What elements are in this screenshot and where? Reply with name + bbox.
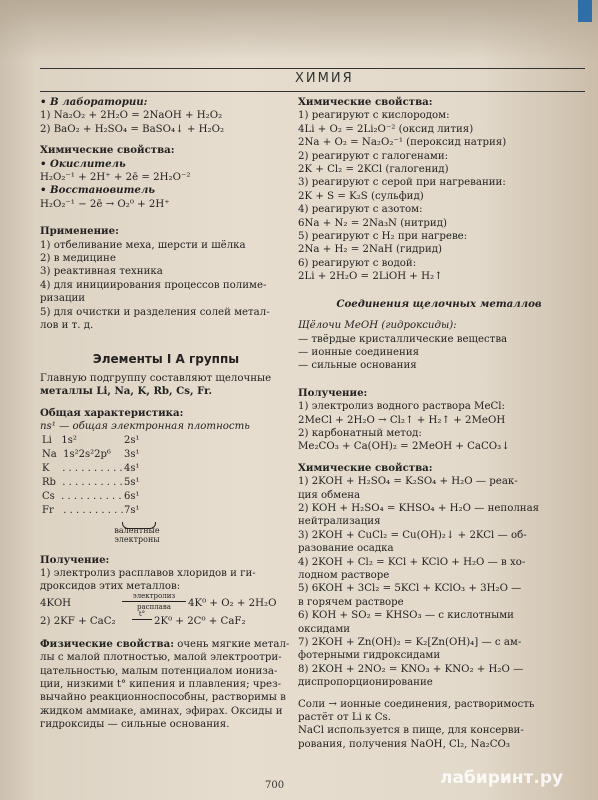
chem2-line: 2) KOH + H₂SO₄ = KHSO₄ + H₂O — неполная xyxy=(298,502,540,514)
oxidizer-equation: H₂O₂⁻¹ + 2H⁺ + 2ē = 2H₂O⁻² xyxy=(40,172,191,184)
chem-line: 2K + Cl₂ = 2KCl (галогенид) xyxy=(298,164,449,176)
use-line: 4) для инициирования процессов полиме- xyxy=(40,279,267,291)
config-element: Na xyxy=(42,448,57,460)
config-element: Fr xyxy=(42,504,54,516)
prep-line: 1) электролиз водного раствора MeCl: xyxy=(298,401,505,413)
intro-line: Главную подгруппу составляют щелочные xyxy=(40,372,272,384)
chem-line: 2Na + O₂ = Na₂O₂⁻¹ (пероксид натрия) xyxy=(298,137,507,149)
chem-line: 2Li + 2H₂O = 2LiOH + H₂↑ xyxy=(298,271,443,283)
use-line: лов и т. д. xyxy=(40,320,94,332)
config-valence: 2s¹ xyxy=(124,434,140,446)
config-element: Rb xyxy=(42,476,56,488)
prep-heading: Получение: xyxy=(298,386,368,399)
general-heading: Общая характеристика: xyxy=(40,406,184,419)
valence-note: валентные электроны xyxy=(114,525,160,544)
phys-line: гидроксиды — сильные основания. xyxy=(40,719,230,731)
alkali-line: — ионные соединения xyxy=(298,346,420,358)
phys-line: вычайно реакционноспособны, растворимы в xyxy=(40,692,286,704)
salts-line: растёт от Li к Cs. xyxy=(298,712,391,724)
alkali-heading: Щёлочи MeOH (гидроксиды): xyxy=(298,320,457,332)
chem-line: 2Na + H₂ = 2NaH (гидрид) xyxy=(298,244,442,256)
use-line: 5) для очистки и разделения солей метал- xyxy=(40,306,270,318)
config-core: . . . . . . . . . . xyxy=(62,462,123,474)
phys-line: лы с малой плотностью, малой электроотри- xyxy=(40,652,282,664)
chem2-line: диспропорционирование xyxy=(298,677,433,689)
reaction-arrow xyxy=(122,592,186,611)
right-column xyxy=(298,96,580,751)
header-title: ХИМИЯ xyxy=(295,71,354,86)
phys-heading: Физические свойства: xyxy=(40,637,174,650)
intro-line: металлы Li, Na, K, Rb, Cs, Fr. xyxy=(40,385,213,398)
alkali-line: — сильные основания xyxy=(298,360,417,372)
chem-line: 6) реагируют с водой: xyxy=(298,257,417,269)
arrow-label-bottom: расплава xyxy=(137,602,171,611)
chem-props-heading: Химические свойства: xyxy=(298,96,433,108)
arrow-label-top: t° xyxy=(138,609,146,618)
chem-line: 4) реагируют с азотом: xyxy=(298,204,423,216)
page-shadow xyxy=(0,0,598,60)
config-valence: 3s¹ xyxy=(124,448,140,460)
reaction-lhs: 4KOH xyxy=(40,597,72,609)
config-valence: 5s¹ xyxy=(124,476,140,488)
chem2-line: 7) 2KOH + Zn(OH)₂ = K₂[Zn(OH)₄] — с ам- xyxy=(298,637,522,649)
chem2-line: 3) 2KOH + CuCl₂ = Cu(OH)₂↓ + 2KCl — об- xyxy=(298,529,527,541)
reaction-rhs: 2K⁰ + 2C⁰ + CaF₂ xyxy=(154,615,246,627)
chem-line: 2) реагируют с галогенами: xyxy=(298,150,449,162)
prep-line: 2) карбонатный метод: xyxy=(298,427,422,439)
chem2-line: в горячем растворе xyxy=(298,596,404,608)
phys-line xyxy=(40,638,292,651)
electron-config-table xyxy=(42,434,292,530)
chem2-line: 8) 2KOH + 2NO₂ = KNO₃ + KNO₂ + H₂O — xyxy=(298,663,524,675)
use-line: 1) отбеливание меха, шерсти и шёлка xyxy=(40,239,246,251)
reducer-equation: H₂O₂⁻¹ − 2ē → O₂⁰ + 2H⁺ xyxy=(40,198,170,210)
page-number: 700 xyxy=(265,780,285,791)
chem2-line: фотерными гидроксидами xyxy=(298,650,441,662)
phys-line-rest: очень мягкие метал- xyxy=(173,638,290,650)
use-line: 3) реактивная техника xyxy=(40,266,163,278)
reducer-heading: • Восстановитель xyxy=(40,184,156,197)
chem2-line: ция обмена xyxy=(298,489,361,501)
lab-heading: • В лаборатории: xyxy=(40,96,148,108)
lab-line-2: 2) BaO₂ + H₂SO₄ = BaSO₄↓ + H₂O₂ xyxy=(40,123,225,135)
salts-line: рования, получения NaOH, Cl₂, Na₂CO₃ xyxy=(298,738,510,750)
chem2-line: разование осадка xyxy=(298,543,394,555)
salts-line: Соли → ионные соединения, растворимость xyxy=(298,698,535,710)
prep-line: 2MeCl + 2H₂O → Cl₂↑ + H₂↑ + 2MeOH xyxy=(298,414,506,426)
chem-line: 2K + S = K₂S (сульфид) xyxy=(298,190,424,202)
phys-line: ции, низкими t° кипения и плавления; чрез- xyxy=(40,678,282,690)
chem2-line: нейтрализация xyxy=(298,516,381,528)
running-header xyxy=(40,68,585,92)
config-core: 1s²2s²2p⁶ xyxy=(63,448,111,460)
use-line: ризации xyxy=(40,293,86,305)
config-core: . . . . . . . . . . xyxy=(62,476,123,488)
prep-heading: Получение: xyxy=(40,553,110,566)
chem2-line: 6) KOH + SO₂ = KHSO₃ — с кислотными xyxy=(298,610,514,622)
arrow-label-top: электролиз xyxy=(132,591,176,600)
chem2-line: 5) 6KOH + 3Cl₂ = 5KCl + KClO₃ + 3H₂O — xyxy=(298,583,522,595)
config-element: Cs xyxy=(42,490,55,502)
chem2-line: 4) 2KOH + Cl₂ = KCl + KClO + H₂O — в хо- xyxy=(298,556,526,568)
prep-line: 1) электролиз расплавов хлоридов и ги- xyxy=(40,567,256,579)
alkali-line: — твёрдые кристаллические вещества xyxy=(298,333,508,345)
watermark-logo: лабиринт.ру xyxy=(440,768,564,788)
chem2-heading: Химические свойства: xyxy=(298,461,433,474)
use-heading: Применение: xyxy=(40,225,119,238)
chem-props-heading: Химические свойства: xyxy=(40,144,175,157)
config-core: . . . . . . . . . . xyxy=(61,490,122,502)
chem2-line: оксидами xyxy=(298,623,351,635)
chem-line: 6Na + N₂ = 2Na₃N (нитрид) xyxy=(298,217,447,229)
config-core: 1s² xyxy=(61,434,77,446)
phys-line: цательностью, малым потенциалом иониза- xyxy=(40,665,278,677)
config-valence: 7s¹ xyxy=(124,504,140,516)
chem-line: 1) реагируют с кислородом: xyxy=(298,110,450,122)
config-element: Li xyxy=(42,434,52,446)
compounds-heading: Соединения щелочных металлов xyxy=(336,297,542,310)
chem-line: 3) реагируют с серой при нагревании: xyxy=(298,177,506,189)
chem-line: 5) реагируют с H₂ при нагреве: xyxy=(298,231,468,243)
phys-line: жидком аммиаке, аминах, эфирах. Оксиды и xyxy=(40,705,283,717)
section-title: Элементы I А группы xyxy=(92,351,240,366)
left-column xyxy=(40,96,292,732)
config-valence: 4s¹ xyxy=(124,462,140,474)
chem2-line: 1) 2KOH + H₂SO₄ = K₂SO₄ + H₂O — реак- xyxy=(298,476,518,488)
chem-line: 4Li + O₂ = 2Li₂O⁻² (оксид лития) xyxy=(298,123,474,135)
reaction-lhs: 2) 2KF + CaC₂ xyxy=(40,615,116,627)
prep-line: дроксидов этих металлов: xyxy=(40,581,181,593)
config-core: . . . . . . . . . . xyxy=(63,504,124,516)
prep-line: Me₂CO₃ + Ca(OH)₂ = 2MeOH + CaCO₃↓ xyxy=(298,441,510,453)
config-element: K xyxy=(42,462,50,474)
salts-line: NaCl используется в пище, для консерви- xyxy=(298,725,524,737)
reaction-rhs: 4K⁰ + O₂ + 2H₂O xyxy=(188,597,277,609)
general-line: ns¹ — общая электронная плотность xyxy=(40,421,250,433)
reaction-arrow xyxy=(132,610,152,621)
use-line: 2) в медицине xyxy=(40,253,116,265)
lab-line-1: 1) Na₂O₂ + 2H₂O = 2NaOH + H₂O₂ xyxy=(40,110,223,122)
config-valence: 6s¹ xyxy=(124,490,140,502)
bookmark-ribbon xyxy=(578,0,592,22)
chem2-line: лодном растворе xyxy=(298,570,390,581)
reaction-2 xyxy=(40,609,292,630)
oxidizer-heading: • Окислитель xyxy=(40,157,126,170)
reaction-1 xyxy=(40,591,292,612)
